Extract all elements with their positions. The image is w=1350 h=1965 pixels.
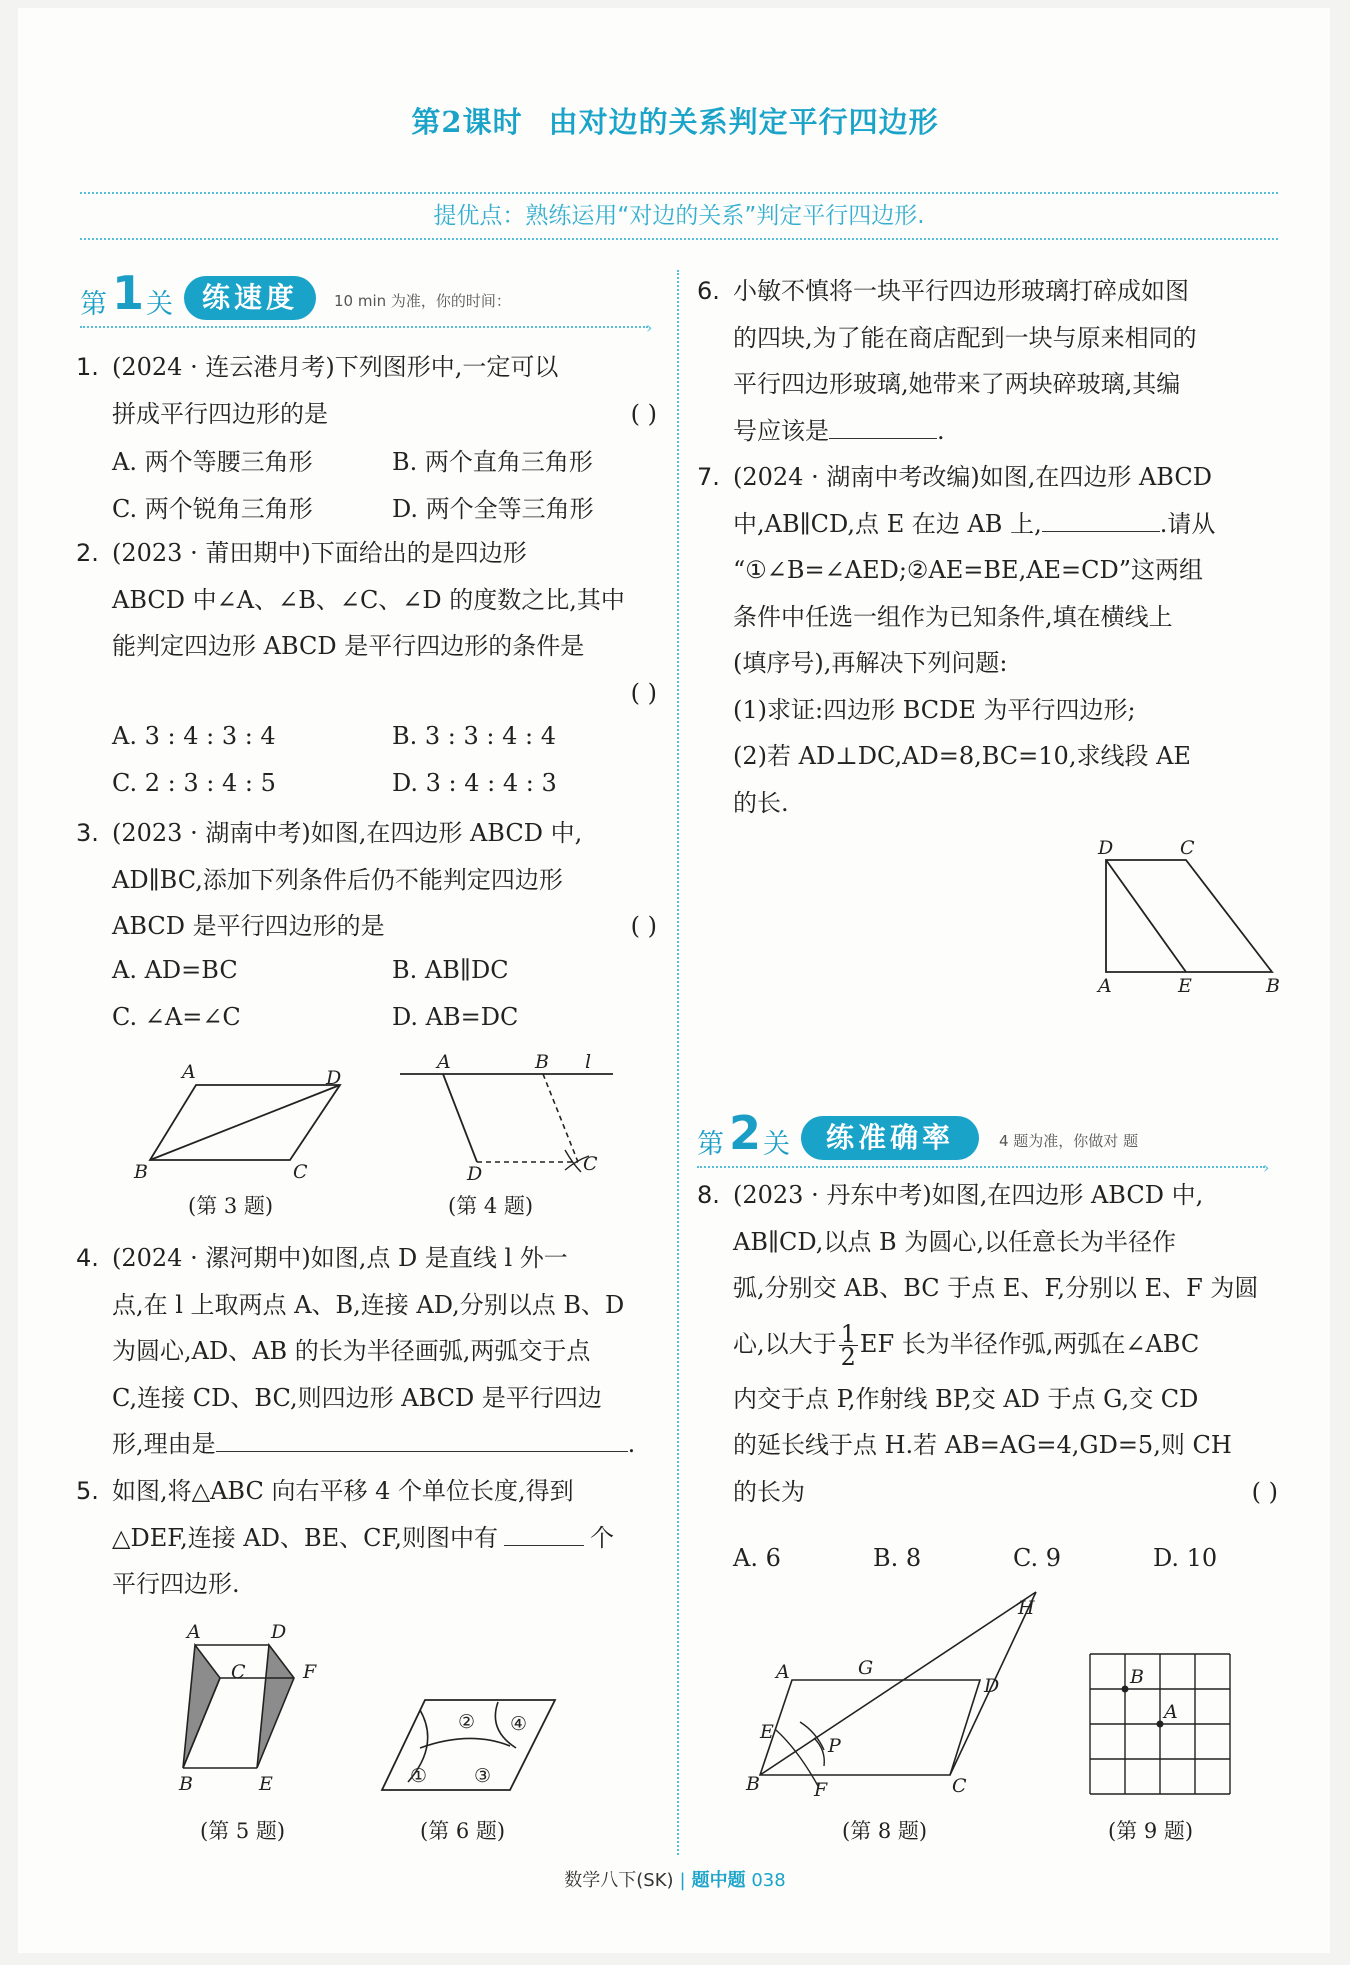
q3-stem-line: (2023 · 湖南中考)如图,在四边形 ABCD 中, — [112, 819, 583, 847]
q7-number: 7. — [697, 463, 720, 491]
section1-line — [80, 326, 648, 328]
q5-stem-line: 如图,将△ABC 向右平移 4 个单位长度,得到 — [112, 1477, 574, 1505]
q3-option-a: A. AD=BC — [112, 956, 238, 984]
q6-stem-line: 平行四边形玻璃,她带来了两块碎玻璃,其编 — [733, 370, 1181, 398]
q4-stem-line: 形,理由是 — [112, 1430, 216, 1458]
q3-stem-line: ABCD 是平行四边形的是 — [112, 912, 385, 940]
q4-stem-line: (2024 · 漯河期中)如图,点 D 是直线 l 外一 — [112, 1244, 568, 1272]
q1-stem-line: (2024 · 连云港月考)下列图形中,一定可以 — [112, 353, 559, 381]
q8-stem-line: EF 长为半径作弧,两弧在∠ABC — [859, 1329, 1200, 1358]
q7-stem-line: (2)若 AD⊥DC,AD=8,BC=10,求线段 AE — [733, 742, 1191, 770]
svg-text:A: A — [1164, 1701, 1178, 1723]
q2-option-c: C. 2 : 3 : 4 : 5 — [112, 769, 276, 797]
q1-stem-line: 拼成平行四边形的是 — [112, 399, 328, 428]
question-1 — [76, 344, 657, 437]
section2-guan: 关 — [763, 1129, 790, 1160]
q7-stem-line: 的长. — [733, 788, 789, 817]
q8-option-c: C. 9 — [1013, 1544, 1062, 1572]
q7-answer-blank[interactable] — [1042, 503, 1160, 532]
section1-header — [80, 266, 660, 337]
svg-text:G: G — [858, 1657, 874, 1679]
section2-line — [697, 1166, 1265, 1168]
svg-text:B: B — [746, 1773, 760, 1795]
section2-note: 4 题为准，你做对 题 — [999, 1132, 1139, 1150]
svg-text:②: ② — [458, 1711, 476, 1733]
svg-text:P: P — [828, 1735, 841, 1757]
q8-stem-line: (2023 · 丹东中考)如图,在四边形 ABCD 中, — [733, 1181, 1204, 1209]
figure-q3 — [130, 1060, 360, 1180]
figure-q9 — [1088, 1652, 1233, 1797]
q1-option-d: D. 两个全等三角形 — [392, 495, 594, 523]
svg-text:C: C — [293, 1161, 308, 1180]
page-title: 第2课时 由对边的关系判定平行四边形 — [411, 105, 939, 139]
q8-stem-line: AB∥CD,以点 B 为圆心,以任意长为半径作 — [733, 1227, 1176, 1256]
svg-text:A: A — [187, 1621, 201, 1643]
svg-text:E: E — [259, 1773, 273, 1795]
arrow-icon: › — [1263, 1158, 1270, 1177]
section2-header — [697, 1106, 1277, 1177]
footer-book: 数学八下(SK) — [564, 1870, 674, 1891]
q1-option-c: C. 两个锐角三角形 — [112, 495, 313, 523]
section1-note: 10 min 为准，你的时间： — [334, 292, 511, 310]
q2-option-a: A. 3 : 4 : 3 : 4 — [112, 722, 276, 750]
q8-fraction — [839, 1319, 858, 1371]
svg-text:D: D — [326, 1067, 342, 1089]
q8-stem-line: 的长为 — [733, 1477, 805, 1506]
svg-text:C: C — [583, 1153, 598, 1175]
q6-stem-line: 的四块,为了能在商店配到一块与原来相同的 — [733, 323, 1197, 352]
figure-q5 — [175, 1620, 340, 1795]
section2-num: 2 — [729, 1106, 762, 1160]
svg-text:A: A — [776, 1661, 790, 1683]
svg-text:F: F — [303, 1661, 317, 1683]
column-divider — [677, 270, 679, 1855]
svg-text:C: C — [1180, 838, 1195, 859]
svg-text:C: C — [952, 1775, 967, 1797]
caption-q8: (第 8 题) — [842, 1819, 928, 1843]
svg-text:H: H — [1018, 1597, 1035, 1619]
q3-option-c: C. ∠A=∠C — [112, 1003, 241, 1031]
q5-stem-line: 平行四边形. — [112, 1570, 240, 1598]
section1-label: 练速度 — [184, 276, 316, 320]
q6-answer-blank[interactable] — [829, 410, 937, 439]
q1-option-a: A. 两个等腰三角形 — [112, 448, 313, 476]
q8-stem-line: 的延长线于点 H.若 AB=AG=4,GD=5,则 CH — [733, 1431, 1232, 1459]
q8-fraction-top: 1 — [840, 1319, 856, 1348]
svg-text:C: C — [231, 1661, 246, 1683]
q4-stem-line: 为圆心,AD、AB 的长为半径画弧,两弧交于点 — [112, 1337, 591, 1365]
svg-text:E: E — [760, 1721, 774, 1743]
q5-stem-line: 个 — [590, 1523, 615, 1552]
q4-stem-line: 点,在 l 上取两点 A、B,连接 AD,分别以点 B、D — [112, 1290, 625, 1319]
tip-band — [80, 192, 1278, 240]
q8-stem-line: 内交于点 P,作射线 BP,交 AD 于点 G,交 CD — [733, 1384, 1199, 1413]
q3-stem-line: AD∥BC,添加下列条件后仍不能判定四边形 — [112, 865, 563, 894]
question-4: 4. (2024 · 漯河期中)如图,点 D 是直线 l 外一 点,在 l 上取两点 A、B,连接 AD,分别以点 B、D 为圆心,AD、AB 的长为半径画弧,两弧交于点 C,连接 CD、BC,则四边形 ABCD 是平行四边 形,理由是 . — [112, 1235, 657, 1468]
q2-stem-line: ABCD 中∠A、∠B、∠C、∠D 的度数之比,其中 — [112, 585, 625, 614]
caption-q6: (第 6 题) — [420, 1819, 506, 1843]
q8-option-b: B. 8 — [873, 1544, 922, 1572]
q7-stem-line: 中,AB∥CD,点 E 在边 AB 上, — [733, 509, 1042, 538]
q8-answer-paren: ( ) — [1251, 1477, 1278, 1506]
svg-text:B: B — [1130, 1666, 1144, 1688]
question-8 — [697, 1172, 1278, 1515]
q5-answer-blank[interactable] — [504, 1517, 584, 1546]
svg-text:D: D — [1098, 838, 1114, 859]
svg-text:①: ① — [410, 1765, 428, 1787]
svg-text:D: D — [271, 1621, 287, 1643]
page-footer: 数学八下(SK) | 题中题 038 — [564, 1870, 786, 1891]
q7-stem-line: 条件中任选一组作为已知条件,填在横线上 — [733, 602, 1173, 631]
section2-di: 第 — [697, 1129, 724, 1160]
svg-text:B: B — [179, 1773, 193, 1795]
q2-stem-line: 能判定四边形 ABCD 是平行四边形的条件是 — [112, 632, 585, 660]
caption-q4: (第 4 题) — [448, 1194, 534, 1218]
q1-option-b: B. 两个直角三角形 — [392, 448, 593, 476]
caption-q5: (第 5 题) — [200, 1819, 286, 1843]
q6-stem-line: . — [937, 416, 945, 445]
q1-number: 1. — [76, 353, 99, 381]
q3-answer-paren: ( ) — [630, 912, 657, 940]
q3-number: 3. — [76, 819, 99, 847]
section1-guan: 关 — [146, 289, 173, 320]
svg-text:l: l — [585, 1052, 592, 1073]
q1-answer-paren: ( ) — [630, 399, 657, 428]
q3-option-b: B. AB∥DC — [392, 956, 509, 984]
figure-q6 — [380, 1690, 560, 1800]
q2-answer-paren: ( ) — [630, 678, 657, 707]
section2-label: 练准确率 — [801, 1116, 979, 1160]
svg-text:D: D — [984, 1675, 1000, 1697]
q8-option-d: D. 10 — [1153, 1544, 1218, 1572]
q8-stem-line: 心,以大于 — [733, 1329, 837, 1358]
q7-stem-line: (2024 · 湖南中考改编)如图,在四边形 ABCD — [733, 463, 1212, 491]
page-number: 038 — [751, 1870, 786, 1891]
q7-stem-line: (1)求证:四边形 BCDE 为平行四边形; — [733, 695, 1136, 724]
q8-option-a: A. 6 — [733, 1544, 781, 1572]
q8-fraction-bottom: 2 — [840, 1342, 856, 1371]
svg-text:③: ③ — [474, 1765, 492, 1787]
svg-text:B: B — [535, 1052, 549, 1073]
q2-number: 2. — [76, 539, 99, 567]
q7-stem-line: .请从 — [1159, 509, 1216, 538]
q6-stem-line: 号应该是 — [733, 416, 829, 445]
figure-q8 — [740, 1590, 1050, 1800]
q7-stem-line: (填序号),再解决下列问题: — [733, 649, 1008, 677]
svg-text:F: F — [814, 1779, 828, 1800]
q2-option-b: B. 3 : 3 : 4 : 4 — [392, 722, 557, 750]
q7-stem-line: “①∠B=∠AED;②AE=BE,AE=CD”这两组 — [733, 556, 1204, 584]
figure-q7 — [1090, 838, 1290, 998]
q4-number: 4. — [76, 1244, 99, 1272]
q2-option-d: D. 3 : 4 : 4 : 3 — [392, 769, 557, 797]
q8-stem-line: 弧,分别交 AB、BC 于点 E、F,分别以 E、F 为圆 — [733, 1274, 1259, 1302]
q2-stem-line: (2023 · 莆田期中)下面给出的是四边形 — [112, 539, 527, 567]
svg-text:D: D — [467, 1163, 483, 1182]
svg-text:A: A — [437, 1052, 451, 1073]
tip-text: 提优点：熟练运用“对边的关系”判定平行四边形. — [433, 203, 925, 229]
section1-di: 第 — [80, 289, 107, 320]
q4-answer-blank[interactable] — [216, 1423, 628, 1452]
question-6 — [697, 268, 1278, 454]
q8-number: 8. — [697, 1181, 720, 1209]
question-3 — [76, 810, 657, 950]
svg-text:④: ④ — [510, 1713, 528, 1735]
question-5 — [76, 1468, 657, 1608]
footer-series: 题中题 — [691, 1870, 746, 1891]
section1-num: 1 — [112, 266, 145, 320]
q5-stem-line: △DEF,连接 AD、BE、CF,则图中有 — [112, 1523, 499, 1552]
q4-stem-line: C,连接 CD、BC,则四边形 ABCD 是平行四边 — [112, 1383, 602, 1412]
caption-q3: (第 3 题) — [188, 1194, 274, 1218]
svg-text:B: B — [1266, 975, 1280, 997]
arrow-icon: › — [646, 318, 653, 337]
question-2 — [76, 530, 657, 716]
svg-text:A: A — [182, 1061, 196, 1083]
q6-number: 6. — [697, 277, 720, 305]
svg-text:E: E — [1178, 975, 1192, 997]
question-7 — [697, 454, 1278, 826]
svg-text:A: A — [1098, 975, 1112, 997]
caption-q9: (第 9 题) — [1108, 1819, 1194, 1843]
q6-stem-line: 小敏不慎将一块平行四边形玻璃打碎成如图 — [733, 277, 1189, 305]
svg-text:B: B — [134, 1161, 148, 1180]
q3-option-d: D. AB=DC — [392, 1003, 519, 1031]
q5-number: 5. — [76, 1477, 99, 1505]
figure-q4 — [395, 1052, 620, 1182]
